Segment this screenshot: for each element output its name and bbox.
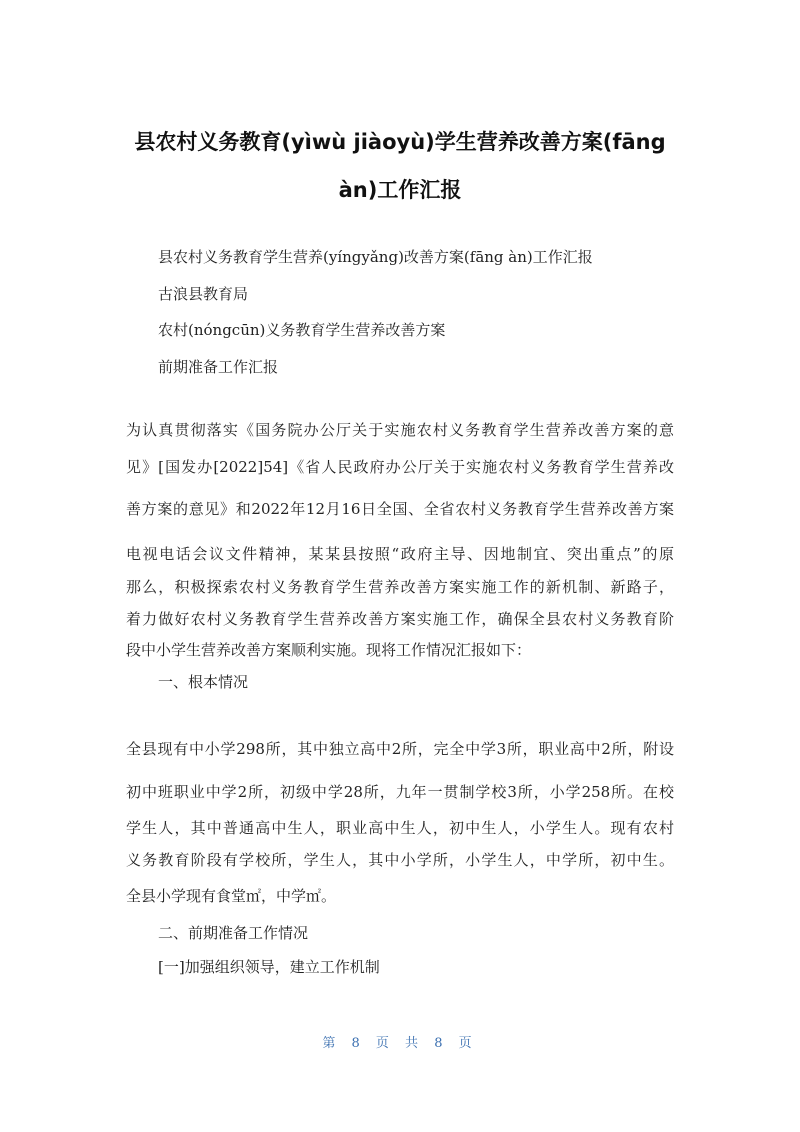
header-line-issuer: 古浪县教育局	[158, 285, 249, 303]
paragraph-1-line-6: 着力做好农村义务教育学生营养改善方案实施工作，确保全县农村义务教育阶	[126, 610, 674, 628]
title-line-2: àn)工作汇报	[338, 178, 462, 202]
section-2-heading: 二、前期准备工作情况	[158, 924, 309, 942]
paragraph-1-line-1: 为认真贯彻落实《国务院办公厅关于实施农村义务教育学生营养改善方案的意	[126, 421, 674, 439]
title-line-1: 县农村义务教育(yìwù jiàoyù)学生营养改善方案(fāng	[134, 130, 666, 154]
header-line-subject: 农村(nóngcūn)义务教育学生营养改善方案	[158, 321, 446, 339]
paragraph-1-line-2: 见》[国发办[2022]54]《省人民政府办公厅关于实施农村义务教育学生营养改	[126, 458, 674, 476]
paragraph-2-line-1: 全县现有中小学298所，其中独立高中2所，完全中学3所，职业高中2所，附设	[126, 740, 674, 758]
paragraph-1-line-4: 电视电话会议文件精神，某某县按照“政府主导、因地制宜、突出重点”的原	[126, 545, 674, 563]
paragraph-1-line-5: 那么，积极探索农村义务教育学生营养改善方案实施工作的新机制、新路子，	[126, 578, 674, 596]
section-1-heading: 一、根本情况	[158, 673, 249, 691]
paragraph-1-line-7: 段中小学生营养改善方案顺利实施。现将工作情况汇报如下：	[126, 641, 532, 659]
subsection-1-heading: [一]加强组织领导，建立工作机制	[158, 958, 380, 976]
header-line-report-type: 前期准备工作汇报	[158, 358, 279, 376]
paragraph-2-line-3: 学生人，其中普通高中生人，职业高中生人，初中生人，小学生人。现有农村	[126, 819, 674, 837]
paragraph-2-line-2: 初中班职业中学2所，初级中学28所，九年一贯制学校3所，小学258所。在校	[126, 783, 674, 801]
header-line-plan-title: 县农村义务教育学生营养(yíngyǎng)改善方案(fāng àn)工作汇报	[158, 248, 593, 266]
paragraph-2-line-4: 义务教育阶段有学校所，学生人，其中小学所，小学生人，中学所，初中生。	[126, 851, 674, 869]
document-title	[110, 118, 690, 214]
paragraph-2-line-5: 全县小学现有食堂㎡，中学㎡。	[126, 887, 337, 905]
page-number-footer: 第 8 页 共 8 页	[322, 1036, 478, 1051]
paragraph-1-line-3: 善方案的意见》和2022年12月16日全国、全省农村义务教育学生营养改善方案	[126, 500, 674, 518]
